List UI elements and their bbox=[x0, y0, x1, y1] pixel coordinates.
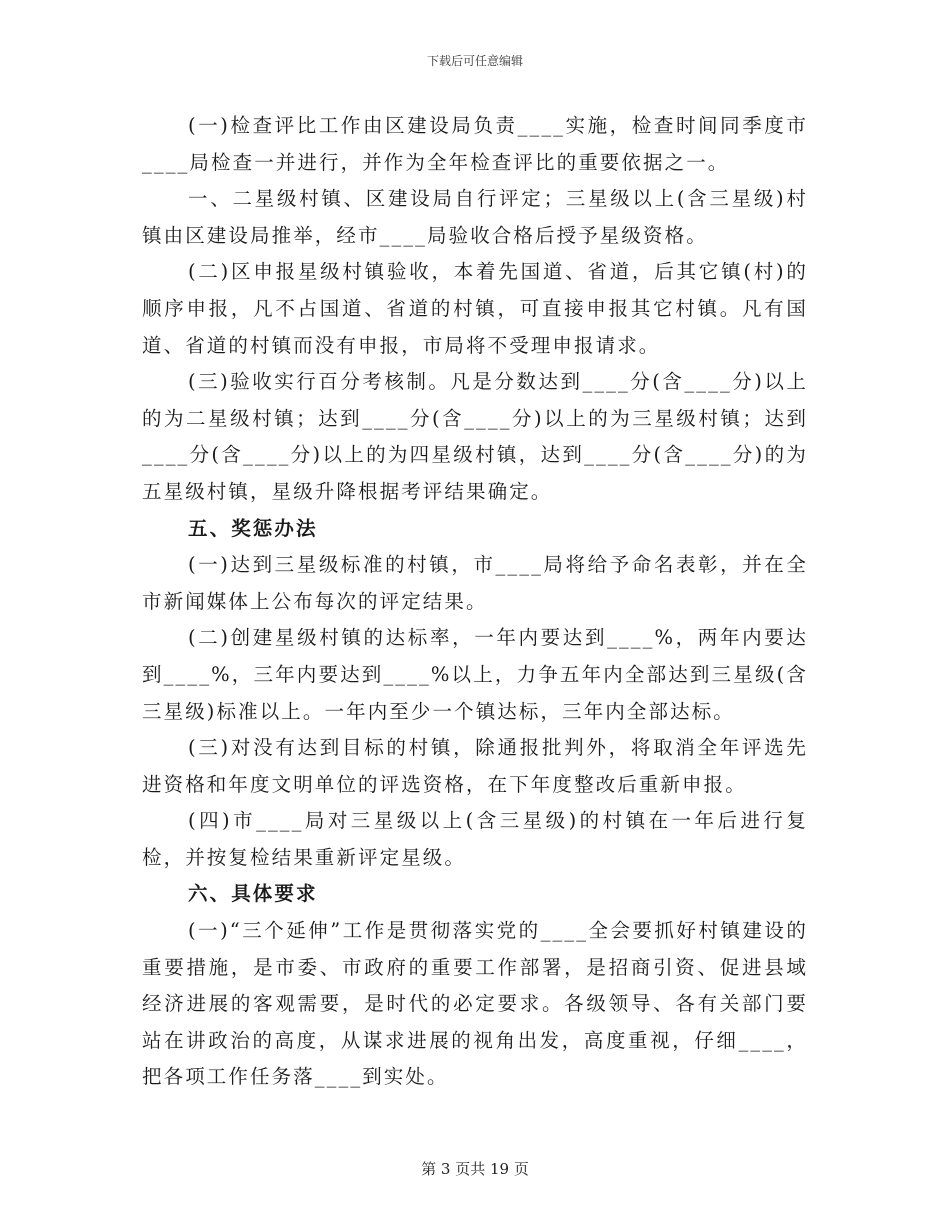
paragraph-commendation: (一)达到三星级标准的村镇，市____局将给予命名表彰，并在全市新闻媒体上公布每次的评定结果。 bbox=[142, 553, 808, 613]
paragraph-reinspection: (四)市____局对三星级以上(含三星级)的村镇在一年后进行复检，并按复检结果重新评定星级。 bbox=[142, 809, 808, 869]
paragraph-star-evaluation: 一、二星级村镇、区建设局自行评定；三星级以上(含三星级)村镇由区建设局推举，经市____局验收合格后授予星级资格。 bbox=[142, 187, 808, 247]
paragraph-compliance-rate: (二)创建星级村镇的达标率，一年内要达到____%，两年内要达到____%，三年内要达到____%以上，力争五年内全部达到三星级(含三星级)标准以上。一年内至少一个镇达标，三年内全部达标。 bbox=[142, 626, 808, 723]
page-number: 第 3 页共 19 页 bbox=[421, 1160, 529, 1178]
paragraph-three-extensions: (一)“三个延伸”工作是贯彻落实党的____全会要抓好村镇建设的重要措施，是市委、市政府的重要工作部署，是招商引资、促进县域经济进展的客观需要，是时代的必定要求。各级领导、各有关部门要站在讲政治的高度，从谋求进展的视角出发，高度重视，仔细____，把各项工作任务落____到实处。 bbox=[142, 919, 808, 1089]
document-body bbox=[142, 108, 808, 1096]
section-heading-rewards: 五、奖惩办法 bbox=[188, 516, 318, 540]
section-heading-requirements: 六、具体要求 bbox=[188, 882, 318, 906]
paragraph-inspection: (一)检查评比工作由区建设局负责____实施，检查时间同季度市____局检查一并进行，并作为全年检查评比的重要依据之一。 bbox=[142, 114, 808, 174]
paragraph-scoring: (三)验收实行百分考核制。凡是分数达到____分(含____分)以上的为二星级村镇；达到____分(含____分)以上的为三星级村镇；达到____分(含____分)以上的为四星级村镇，达到____分(含____分)的为五星级村镇，星级升降根据考评结果确定。 bbox=[142, 370, 808, 503]
paragraph-penalties: (三)对没有达到目标的村镇，除通报批判外，将取消全年评选先进资格和年度文明单位的评选资格，在下年度整改后重新申报。 bbox=[142, 736, 808, 796]
page-header: 下载后可任意编辑 bbox=[426, 54, 523, 68]
paragraph-application-order: (二)区申报星级村镇验收，本着先国道、省道，后其它镇(村)的顺序申报，凡不占国道、省道的村镇，可直接申报其它村镇。凡有国道、省道的村镇而没有申报，市局将不受理申报请求。 bbox=[142, 260, 808, 357]
